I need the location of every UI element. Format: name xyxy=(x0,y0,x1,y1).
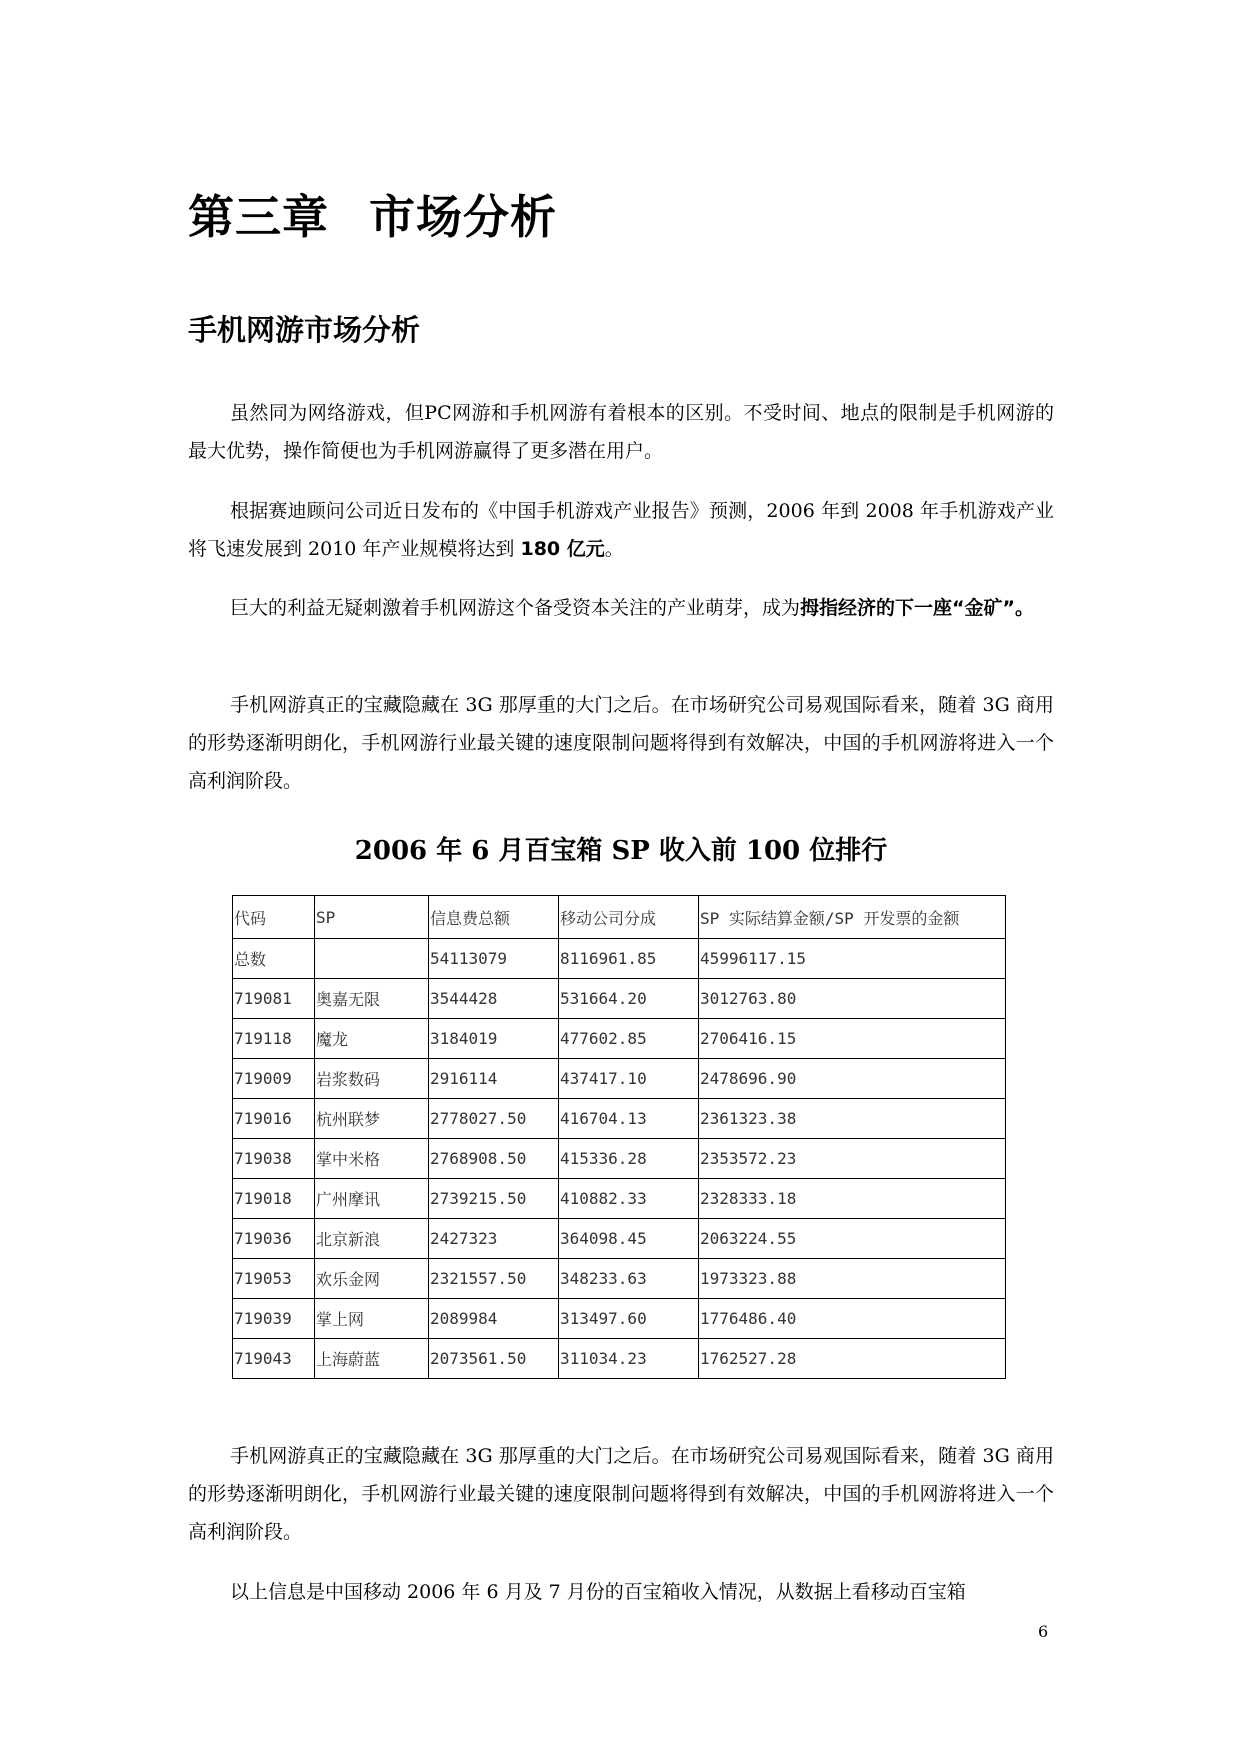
table-row xyxy=(233,1339,1006,1379)
paragraph-4: 手机网游真正的宝藏隐藏在 3G 那厚重的大门之后。在市场研究公司易观国际看来，随着 3G 商用的形势逐渐明朗化，手机网游行业最关键的速度限制问题将得到有效解决，中国的手机网游将进入一个高利润阶段。 xyxy=(188,694,1054,792)
cell-settlement: 1776486.40 xyxy=(699,1299,1006,1339)
cell-settlement: 2353572.23 xyxy=(699,1139,1006,1179)
cell-info-fee: 2778027.50 xyxy=(429,1099,559,1139)
table-row xyxy=(233,1059,1006,1099)
cell-mobile-share: 410882.33 xyxy=(559,1179,699,1219)
table-row xyxy=(233,1099,1006,1139)
chapter-name: 市场分析 xyxy=(369,190,557,244)
page-number: 6 xyxy=(1038,1622,1049,1641)
table-row xyxy=(233,1259,1006,1299)
header-sp-settlement: SP 实际结算金额/SP 开发票的金额 xyxy=(699,896,1006,939)
cell-info-fee: 2768908.50 xyxy=(429,1139,559,1179)
table-row xyxy=(233,979,1006,1019)
cell-sp: 杭州联梦 xyxy=(315,1099,429,1139)
cell-code: 719016 xyxy=(233,1099,315,1139)
cell-code: 719009 xyxy=(233,1059,315,1099)
cell-info-fee: 2073561.50 xyxy=(429,1339,559,1379)
cell-code: 719118 xyxy=(233,1019,315,1059)
cell-mobile-share: 313497.60 xyxy=(559,1299,699,1339)
table-row xyxy=(233,1139,1006,1179)
paragraph-3-highlight: 拇指经济的下一座“金矿”。 xyxy=(800,597,1034,619)
cell-sp: 魔龙 xyxy=(315,1019,429,1059)
table-header-row xyxy=(233,896,1006,939)
cell-code: 719018 xyxy=(233,1179,315,1219)
paragraph-1: 虽然同为网络游戏，但PC网游和手机网游有着根本的区别。不受时间、地点的限制是手机网游的最大优势，操作简便也为手机网游赢得了更多潜在用户。 xyxy=(188,402,1054,462)
cell-settlement: 2478696.90 xyxy=(699,1059,1006,1099)
table-row xyxy=(233,1179,1006,1219)
cell-sp xyxy=(315,939,429,979)
chapter-title xyxy=(188,192,557,243)
table-row xyxy=(233,939,1006,979)
cell-info-fee: 2321557.50 xyxy=(429,1259,559,1299)
cell-settlement: 2361323.38 xyxy=(699,1099,1006,1139)
cell-settlement: 1973323.88 xyxy=(699,1259,1006,1299)
paragraph-6: 以上信息是中国移动 2006 年 6 月及 7 月份的百宝箱收入情况，从数据上看移动百宝箱 xyxy=(230,1581,966,1603)
table-row xyxy=(233,1299,1006,1339)
cell-mobile-share: 311034.23 xyxy=(559,1339,699,1379)
cell-sp: 掌中米格 xyxy=(315,1139,429,1179)
table-row xyxy=(233,1219,1006,1259)
cell-info-fee: 2739215.50 xyxy=(429,1179,559,1219)
header-sp: SP xyxy=(315,896,429,939)
cell-sp: 上海蔚蓝 xyxy=(315,1339,429,1379)
cell-sp: 北京新浪 xyxy=(315,1219,429,1259)
header-mobile-share: 移动公司分成 xyxy=(559,896,699,939)
cell-code: 719038 xyxy=(233,1139,315,1179)
paragraph-2-lead: 根据赛迪顾问公司近日发布的《中国手机游戏产业报告》预测，2006 年到 2008 年手机游戏产业将飞速发展到 2010 年产业规模将达到 xyxy=(188,500,1054,560)
paragraph-2 xyxy=(188,492,1054,568)
paragraph-2-highlight: 180 亿元 xyxy=(520,538,605,560)
header-info-fee-total: 信息费总额 xyxy=(429,896,559,939)
cell-code: 719036 xyxy=(233,1219,315,1259)
cell-sp: 掌上网 xyxy=(315,1299,429,1339)
cell-mobile-share: 531664.20 xyxy=(559,979,699,1019)
cell-code: 总数 xyxy=(233,939,315,979)
table-row xyxy=(233,1019,1006,1059)
paragraph-3 xyxy=(188,589,1054,627)
cell-settlement: 45996117.15 xyxy=(699,939,1006,979)
cell-code: 719053 xyxy=(233,1259,315,1299)
cell-sp: 岩浆数码 xyxy=(315,1059,429,1099)
cell-settlement: 2063224.55 xyxy=(699,1219,1006,1259)
cell-sp: 欢乐金网 xyxy=(315,1259,429,1299)
cell-code: 719043 xyxy=(233,1339,315,1379)
cell-info-fee: 2089984 xyxy=(429,1299,559,1339)
header-code: 代码 xyxy=(233,896,315,939)
cell-mobile-share: 8116961.85 xyxy=(559,939,699,979)
cell-info-fee: 2427323 xyxy=(429,1219,559,1259)
cell-info-fee: 54113079 xyxy=(429,939,559,979)
cell-info-fee: 3544428 xyxy=(429,979,559,1019)
section-title: 手机网游市场分析 xyxy=(188,313,421,347)
cell-settlement: 1762527.28 xyxy=(699,1339,1006,1379)
cell-info-fee: 3184019 xyxy=(429,1019,559,1059)
paragraph-2-tail: 。 xyxy=(604,538,624,560)
paragraph-3-lead: 巨大的利益无疑刺激着手机网游这个备受资本关注的产业萌芽，成为 xyxy=(230,597,801,619)
cell-mobile-share: 437417.10 xyxy=(559,1059,699,1099)
paragraph-5: 手机网游真正的宝藏隐藏在 3G 那厚重的大门之后。在市场研究公司易观国际看来，随着 3G 商用的形势逐渐明朗化，手机网游行业最关键的速度限制问题将得到有效解决，中国的手机网游将进入一个高利润阶段。 xyxy=(188,1445,1054,1543)
cell-mobile-share: 348233.63 xyxy=(559,1259,699,1299)
cell-mobile-share: 415336.28 xyxy=(559,1139,699,1179)
cell-mobile-share: 477602.85 xyxy=(559,1019,699,1059)
chapter-number: 第三章 xyxy=(188,190,329,244)
cell-sp: 广州摩讯 xyxy=(315,1179,429,1219)
cell-mobile-share: 364098.45 xyxy=(559,1219,699,1259)
cell-code: 719039 xyxy=(233,1299,315,1339)
cell-info-fee: 2916114 xyxy=(429,1059,559,1099)
cell-code: 719081 xyxy=(233,979,315,1019)
sp-ranking-table xyxy=(232,895,1006,1379)
table-title: 2006 年 6 月百宝箱 SP 收入前 100 位排行 xyxy=(354,836,888,866)
cell-settlement: 2328333.18 xyxy=(699,1179,1006,1219)
cell-sp: 奥嘉无限 xyxy=(315,979,429,1019)
cell-settlement: 2706416.15 xyxy=(699,1019,1006,1059)
cell-settlement: 3012763.80 xyxy=(699,979,1006,1019)
cell-mobile-share: 416704.13 xyxy=(559,1099,699,1139)
